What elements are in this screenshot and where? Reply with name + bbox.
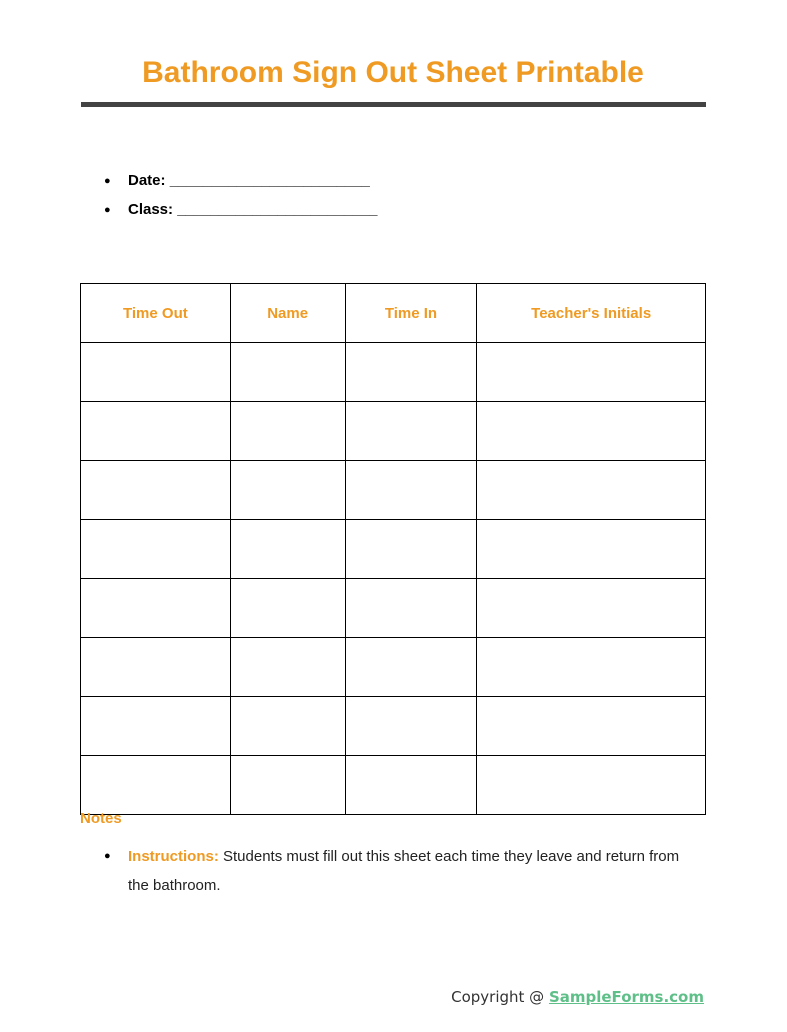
- cell-name[interactable]: [230, 520, 345, 579]
- cell-teacher-initials[interactable]: [477, 579, 706, 638]
- page-title: Bathroom Sign Out Sheet Printable: [142, 56, 644, 89]
- cell-name[interactable]: [230, 402, 345, 461]
- class-field[interactable]: [104, 200, 377, 229]
- cell-time-in[interactable]: [345, 579, 477, 638]
- date-blank[interactable]: ________________________: [169, 172, 370, 189]
- cell-teacher-initials[interactable]: [477, 520, 706, 579]
- cell-name[interactable]: [230, 638, 345, 697]
- sign-out-table: [80, 283, 706, 815]
- cell-time-out[interactable]: [81, 402, 231, 461]
- cell-time-in[interactable]: [345, 756, 477, 815]
- cell-teacher-initials[interactable]: [477, 697, 706, 756]
- table-row: [81, 579, 706, 638]
- table-row: [81, 402, 706, 461]
- header-time-out: Time Out: [81, 284, 231, 343]
- notes-list: [104, 842, 694, 900]
- table-row: [81, 520, 706, 579]
- cell-time-out[interactable]: [81, 520, 231, 579]
- table-header-row: [81, 284, 706, 343]
- cell-time-out[interactable]: [81, 756, 231, 815]
- cell-teacher-initials[interactable]: [477, 343, 706, 402]
- cell-time-in[interactable]: [345, 402, 477, 461]
- cell-name[interactable]: [230, 579, 345, 638]
- note-item: [104, 842, 694, 900]
- header-time-in: Time In: [345, 284, 477, 343]
- cell-teacher-initials[interactable]: [477, 402, 706, 461]
- table-row: [81, 343, 706, 402]
- table-row: [81, 756, 706, 815]
- cell-time-out[interactable]: [81, 461, 231, 520]
- date-label: Date:: [128, 172, 166, 189]
- sampleforms-link[interactable]: SampleForms.com: [548, 988, 704, 1006]
- cell-time-out[interactable]: [81, 697, 231, 756]
- copyright-text: Copyright @: [451, 988, 549, 1006]
- table-row: [81, 461, 706, 520]
- cell-time-in[interactable]: [345, 638, 477, 697]
- date-field[interactable]: [104, 171, 377, 200]
- cell-teacher-initials[interactable]: [477, 756, 706, 815]
- cell-teacher-initials[interactable]: [477, 461, 706, 520]
- cell-time-out[interactable]: [81, 638, 231, 697]
- cell-name[interactable]: [230, 343, 345, 402]
- cell-time-in[interactable]: [345, 461, 477, 520]
- cell-name[interactable]: [230, 461, 345, 520]
- note-label: Instructions:: [128, 848, 219, 865]
- header-name: Name: [230, 284, 345, 343]
- notes-heading: Notes: [80, 810, 122, 827]
- note-text: Students must fill out this sheet each time they leave and return from the bathroom.: [128, 848, 680, 894]
- table-row: [81, 697, 706, 756]
- header-fields: [104, 171, 377, 229]
- cell-time-in[interactable]: [345, 343, 477, 402]
- cell-name[interactable]: [230, 697, 345, 756]
- table-row: [81, 638, 706, 697]
- copyright-footer: [451, 988, 704, 1006]
- class-label: Class:: [128, 201, 174, 218]
- cell-time-out[interactable]: [81, 343, 231, 402]
- cell-name[interactable]: [230, 756, 345, 815]
- class-blank[interactable]: ________________________: [177, 201, 378, 218]
- header-teacher-initials: Teacher's Initials: [477, 284, 706, 343]
- title-divider: [81, 102, 706, 107]
- cell-time-out[interactable]: [81, 579, 231, 638]
- cell-time-in[interactable]: [345, 520, 477, 579]
- cell-time-in[interactable]: [345, 697, 477, 756]
- cell-teacher-initials[interactable]: [477, 638, 706, 697]
